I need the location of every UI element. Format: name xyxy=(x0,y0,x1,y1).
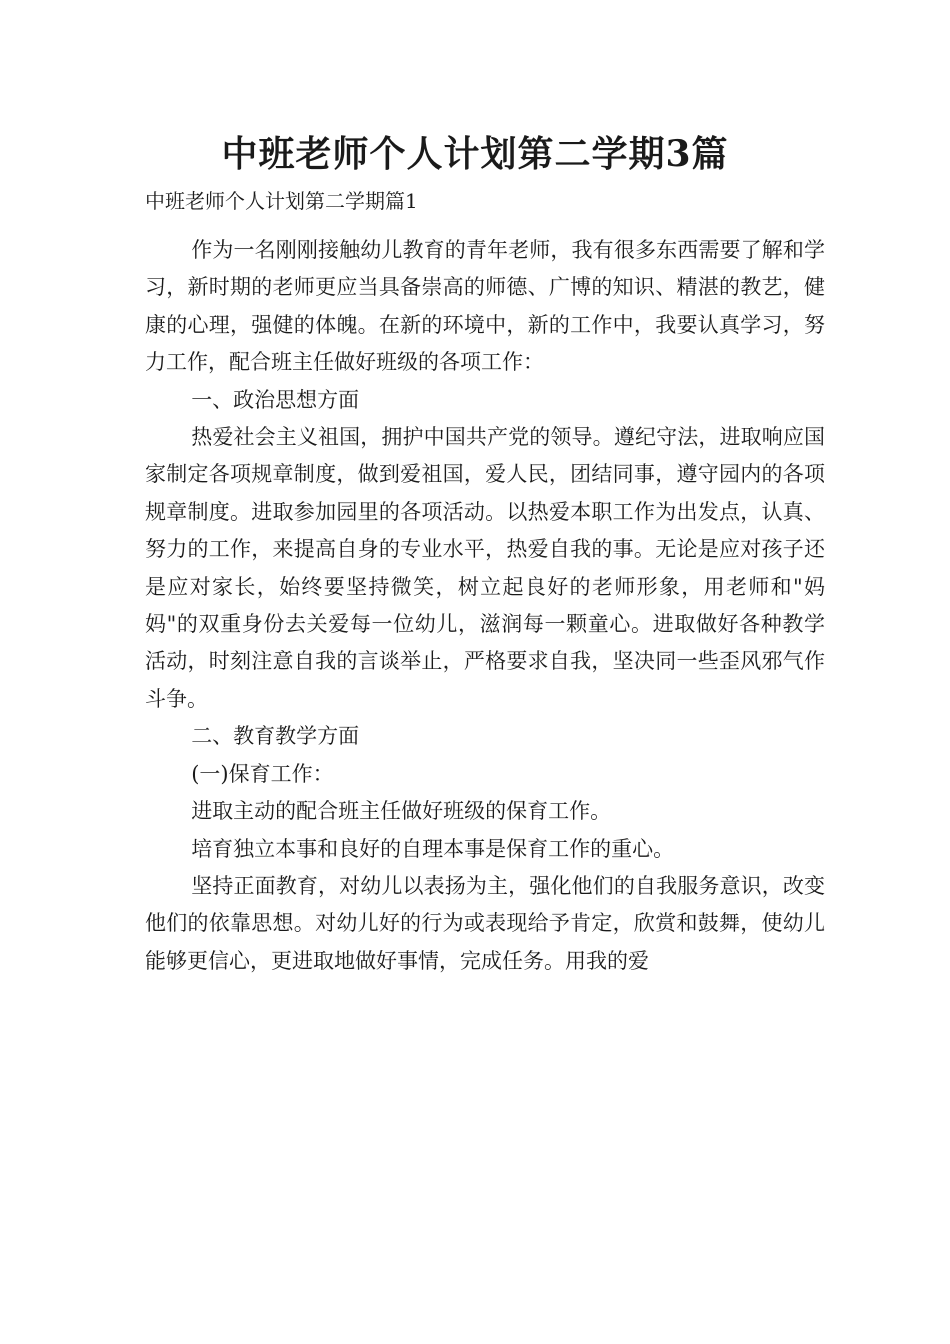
heading-education: 二、教育教学方面 xyxy=(191,724,360,749)
heading-politics: 一、政治思想方面 xyxy=(191,387,360,412)
document-title: 中班老师个人计划第二学期3篇 xyxy=(221,133,729,175)
heading-childcare: (一)保育工作： xyxy=(191,761,334,786)
document-body xyxy=(145,232,825,980)
paragraph-childcare-3: 坚持正面教育，对幼儿以表扬为主，强化他们的自我服务意识，改变他们的依靠思想。对幼儿好的行为或表现给予肯定，欣赏和鼓舞，使幼儿能够更信心，更进取地做好事情，完成任务。用我的爱 xyxy=(145,873,825,973)
paragraph-childcare-1: 进取主动的配合班主任做好班级的保育工作。 xyxy=(191,799,612,824)
section-subtitle: 中班老师个人计划第二学期篇1 xyxy=(145,189,418,213)
paragraph-politics: 热爱社会主义祖国，拥护中国共产党的领导。遵纪守法，进取响应国家制定各项规章制度，做到爱祖国，爱人民，团结同事，遵守园内的各项规章制度。进取参加园里的各项活动。以热爱本职工作为出发点，认真、努力的工作，来提高自身的专业水平，热爱自我的事。无论是应对孩子还是应对家长，始终要坚持微笑，树立起良好的老师形象，用老师和"妈妈"的双重身份去关爱每一位幼儿，滋润每一颗童心。进取做好各种教学活动，时刻注意自我的言谈举止，严格要求自我，坚决同一些歪风邪气作斗争。 xyxy=(145,425,825,711)
paragraph-intro: 作为一名刚刚接触幼儿教育的青年老师，我有很多东西需要了解和学习，新时期的老师更应当具备崇高的师德、广博的知识、精湛的教艺，健康的心理，强健的体魄。在新的环境中，新的工作中，我要认真学习，努力工作，配合班主任做好班级的各项工作： xyxy=(145,238,825,375)
paragraph-childcare-2: 培育独立本事和良好的自理本事是保育工作的重心。 xyxy=(191,836,675,861)
